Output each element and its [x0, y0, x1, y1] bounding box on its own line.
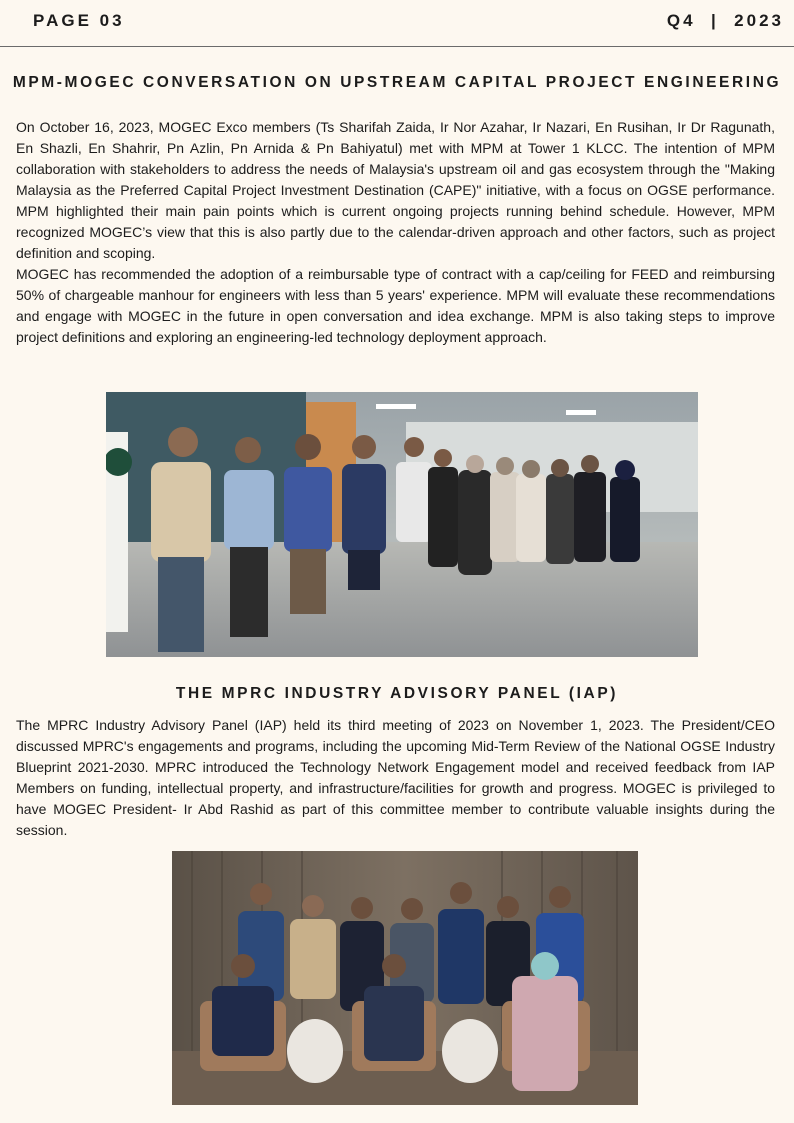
- mpm-meeting-group-photo: [106, 392, 698, 657]
- issue-label: Q4 | 2023: [666, 11, 784, 30]
- page-header: [0, 0, 794, 47]
- iap-committee-photo: [172, 851, 638, 1105]
- section1-paragraph-2: MOGEC has recommended the adoption of a reimbursable type of contract with a cap/ceiling for FEED and reimbursing 50% of chargeable manhour for engineers with less than 5 years' experience. MPM will evaluate these recommendations and engage with MOGEC in the future in open conversation and idea exchange. MPM is also taking steps to improve project definitions and exploring an engineering-led technology deployment approach.: [16, 266, 775, 345]
- section1-title: MPM-MOGEC CONVERSATION ON UPSTREAM CAPITAL PROJECT ENGINEERING: [12, 74, 782, 91]
- section2-title: THE MPRC INDUSTRY ADVISORY PANEL (IAP): [175, 685, 619, 702]
- page-number: PAGE 03: [33, 11, 125, 30]
- section1-paragraph-1: On October 16, 2023, MOGEC Exco members (Ts Sharifah Zaida, Ir Nor Azahar, Ir Nazari, En Rusihan, Ir Dr Ragunath, En Shazli, En Shahrir, Pn Azlin, Pn Arnida & Pn Bahiyatul) met with MPM at Tower 1 KLCC. The intention of MPM collaboration with stakeholders to address the needs of Malaysia's upstream oil and gas ecosystem through the "Making Malaysia as the Preferred Capital Project Investment Destination (CAPE)" initiative, with a focus on OGSE performance. MPM highlighted their main pain points which is current ongoing projects running behind schedule. However, MPM recognized MOGEC’s view that this is also partly due to the calendar-driven approach and other factors, such as project definition and scoping.: [16, 119, 775, 261]
- section2-paragraph: The MPRC Industry Advisory Panel (IAP) held its third meeting of 2023 on November 1, 2023. The President/CEO discussed MPRC's engagements and programs, including the upcoming Mid-Term Review of the National OGSE Industry Blueprint 2021-2030. MPRC introduced the Technology Network Engagement model and received feedback from IAP Members on funding, intellectual property, and infrastructure/facilities for growth and progress. MOGEC is privileged to have MOGEC President- Ir Abd Rashid as part of this committee member to contribute valuable insights during the session.: [16, 717, 775, 838]
